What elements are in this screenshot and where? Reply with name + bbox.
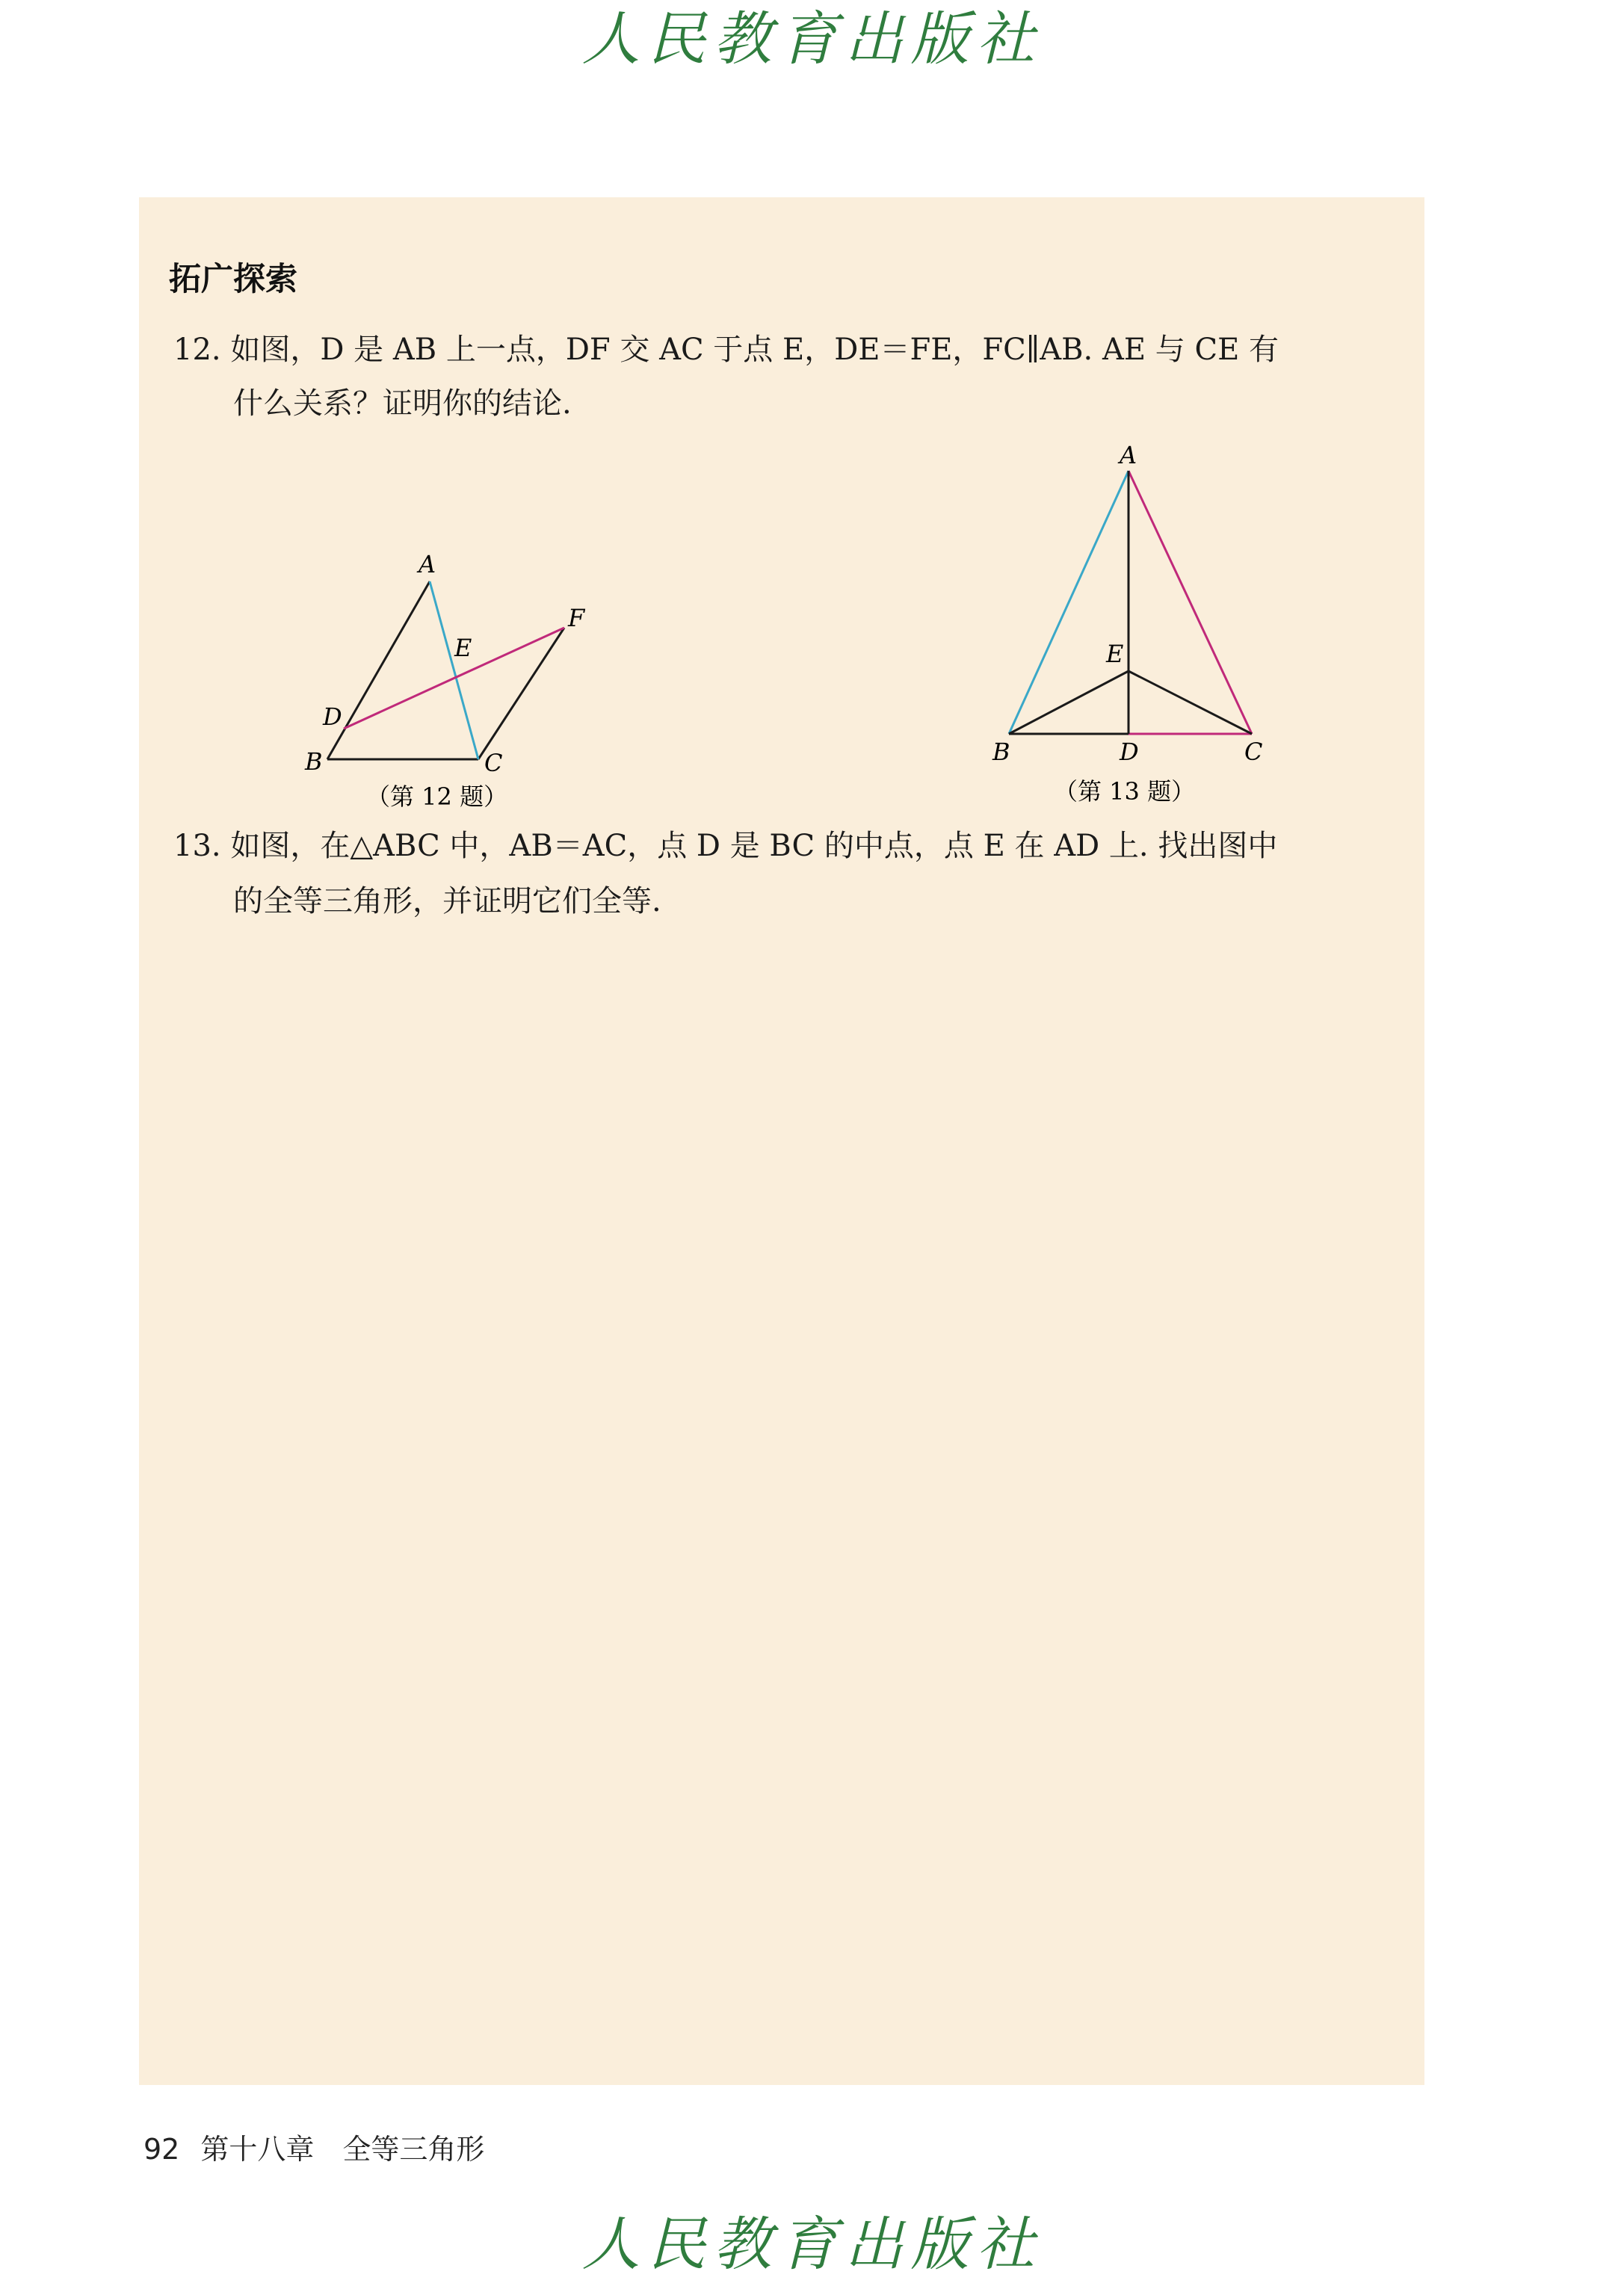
problem-12-text-line-2: 什么关系？证明你的结论.: [233, 386, 572, 421]
label-D: D: [323, 702, 342, 731]
problem-12-text-line-1: 12. 如图，D 是 AB 上一点，DF 交 AC 于点 E，DE＝FE，FC∥AB. AE 与 CE 有: [173, 333, 1279, 367]
label-F: F: [568, 604, 585, 632]
label-E: E: [454, 634, 472, 662]
chapter-title: 全等三角形: [342, 2133, 485, 2166]
chapter-label: 第十八章: [200, 2133, 315, 2166]
segment-AB: [327, 581, 430, 759]
label-E: E: [1106, 640, 1124, 668]
publisher-logo-top: 人民教育出版社: [581, 6, 1043, 73]
segment-AC: [1129, 471, 1252, 734]
section-title: 拓广探索: [169, 261, 297, 298]
segment-AB: [1009, 471, 1129, 734]
label-B: B: [992, 738, 1010, 766]
segment-BE: [1009, 671, 1129, 734]
caption-problem-13: （第 13 题）: [1054, 777, 1196, 806]
figure-problem-13: [987, 433, 1285, 815]
publisher-logo-bottom: 人民教育出版社: [581, 2211, 1043, 2279]
label-B: B: [305, 747, 323, 776]
page-footer: [143, 2126, 484, 2167]
label-C: C: [484, 749, 503, 777]
label-A: A: [419, 550, 436, 578]
label-A: A: [1120, 441, 1137, 469]
caption-problem-12: （第 12 题）: [366, 782, 508, 811]
page-number: 92: [143, 2133, 180, 2166]
figure-problem-12: [291, 546, 605, 815]
segment-CE: [1129, 671, 1252, 734]
problem-13-text-line-2: 的全等三角形，并证明它们全等.: [233, 884, 661, 918]
problem-13-text-line-1: 13. 如图，在△ABC 中，AB＝AC，点 D 是 BC 的中点，点 E 在 AD 上. 找出图中: [173, 829, 1278, 863]
label-C: C: [1244, 738, 1263, 766]
label-D: D: [1120, 738, 1139, 766]
